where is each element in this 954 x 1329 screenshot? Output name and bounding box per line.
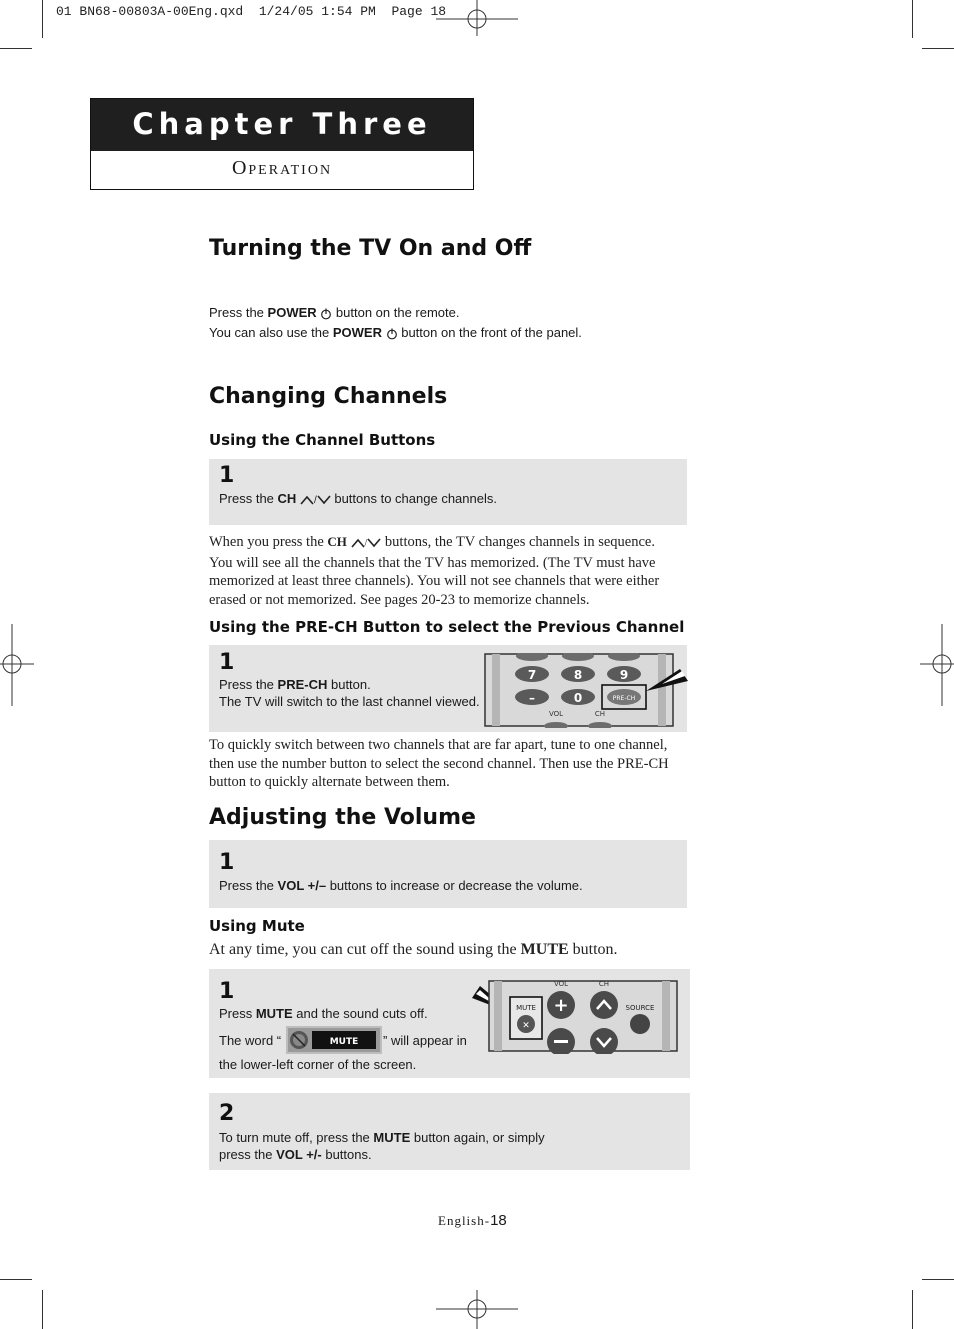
power-instruction-1: Press the POWER button on the remote. bbox=[209, 305, 460, 320]
label-vol: VOL bbox=[548, 710, 564, 718]
crop-mark bbox=[912, 1290, 913, 1329]
mute-intro: At any time, you can cut off the sound using the MUTE button. bbox=[209, 941, 618, 958]
ch-up-icon bbox=[590, 991, 618, 1019]
chevron-up-icon bbox=[300, 495, 314, 505]
section-heading-channels: Changing Channels bbox=[209, 384, 448, 409]
pre-ch-paragraph: To quickly switch between two channels that are far apart, tune to one channel, then use the number button to select the second channel. Then use the PRE-CH button to quickly alternate between them. bbox=[209, 737, 669, 790]
key-7: 7 bbox=[527, 668, 537, 682]
step-number: 1 bbox=[219, 650, 235, 675]
step-text: To turn mute off, press the MUTE button again, or simply bbox=[219, 1130, 545, 1145]
key-8: 8 bbox=[573, 668, 583, 682]
mute-osd-icon bbox=[286, 1026, 382, 1054]
section-heading-volume: Adjusting the Volume bbox=[209, 805, 476, 830]
step-number: 1 bbox=[219, 463, 235, 488]
power-icon bbox=[320, 308, 332, 320]
vol-label: VOL bbox=[553, 980, 569, 988]
step-text: Press MUTE and the sound cuts off. bbox=[219, 1006, 428, 1021]
subheading-mute: Using Mute bbox=[209, 917, 305, 935]
crop-mark bbox=[922, 48, 954, 49]
crop-mark bbox=[42, 0, 43, 38]
print-slug: 01 BN68-00803A-00Eng.qxd 1/24/05 1:54 PM Page 18 bbox=[56, 4, 447, 19]
crop-mark bbox=[42, 1290, 43, 1329]
svg-text:✕: ✕ bbox=[522, 1021, 530, 1031]
svg-text:+: + bbox=[553, 995, 569, 1016]
registration-mark-icon bbox=[436, 1290, 518, 1329]
subheading-channel-buttons: Using the Channel Buttons bbox=[209, 431, 436, 449]
step-box-volume bbox=[209, 840, 687, 908]
step-text: The TV will switch to the last channel viewed. bbox=[219, 694, 480, 709]
chapter-subtitle: OPERATION bbox=[231, 157, 333, 179]
registration-mark-icon bbox=[436, 0, 518, 36]
remote-mute-illustration bbox=[470, 980, 680, 1054]
chevron-up-icon bbox=[351, 538, 365, 548]
power-instruction-2: You can also use the POWER button on the front of the panel. bbox=[209, 325, 582, 340]
footer-label: English- bbox=[438, 1213, 491, 1228]
chapter-header bbox=[90, 98, 474, 190]
key-9: 9 bbox=[619, 668, 629, 682]
crop-mark bbox=[912, 0, 913, 38]
step-text: press the VOL +/- buttons. bbox=[219, 1147, 372, 1162]
remote-keypad-illustration bbox=[484, 653, 689, 728]
step-text: Press the PRE-CH button. bbox=[219, 677, 371, 692]
chevron-down-icon bbox=[317, 495, 331, 505]
mute-label: MUTE bbox=[516, 1004, 536, 1012]
subheading-pre-ch: Using the PRE-CH Button to select the Previous Channel bbox=[209, 618, 685, 636]
ch-label: CH bbox=[598, 980, 610, 988]
registration-mark-icon bbox=[0, 624, 34, 706]
label-ch: CH bbox=[594, 710, 606, 718]
key-dash: – bbox=[529, 691, 535, 705]
step-box-unmute bbox=[209, 1093, 690, 1170]
page-number: 18 bbox=[490, 1212, 507, 1229]
step-text: the lower-left corner of the screen. bbox=[219, 1057, 417, 1072]
section-heading-turning: Turning the TV On and Off bbox=[209, 236, 532, 261]
step-number: 2 bbox=[219, 1101, 235, 1126]
step-text: ” will appear in bbox=[383, 1033, 467, 1048]
power-icon bbox=[386, 328, 398, 340]
chapter-title: Chapter Three bbox=[91, 99, 473, 151]
mute-osd-label: MUTE bbox=[329, 1037, 359, 1047]
source-label: SOURCE bbox=[625, 1004, 655, 1012]
step-text: The word “ bbox=[219, 1033, 282, 1048]
crop-mark bbox=[0, 1279, 32, 1280]
crop-mark bbox=[0, 48, 32, 49]
step-text: Press the VOL +/– buttons to increase or decrease the volume. bbox=[219, 878, 583, 893]
chevron-down-icon bbox=[367, 538, 381, 548]
step-box-channel-buttons bbox=[209, 459, 687, 525]
key-0: 0 bbox=[573, 691, 583, 705]
channel-sequence-paragraph: When you press the CH / buttons, the TV changes channels in sequence. You will see all the channels that the TV has memorized. (The TV must have memorized at least three channels). You will not see channels that were either erased or not memorized. See pages 20-23 to memorize channels. bbox=[209, 534, 660, 608]
key-pre-ch: PRE-CH bbox=[612, 695, 636, 702]
registration-mark-icon bbox=[920, 624, 954, 706]
step-number: 1 bbox=[219, 850, 235, 875]
source-icon bbox=[630, 1014, 650, 1034]
crop-mark bbox=[922, 1279, 954, 1280]
step-text: Press the CH / buttons to change channels. bbox=[219, 491, 497, 506]
step-number: 1 bbox=[219, 979, 235, 1004]
page-footer bbox=[438, 1212, 507, 1230]
